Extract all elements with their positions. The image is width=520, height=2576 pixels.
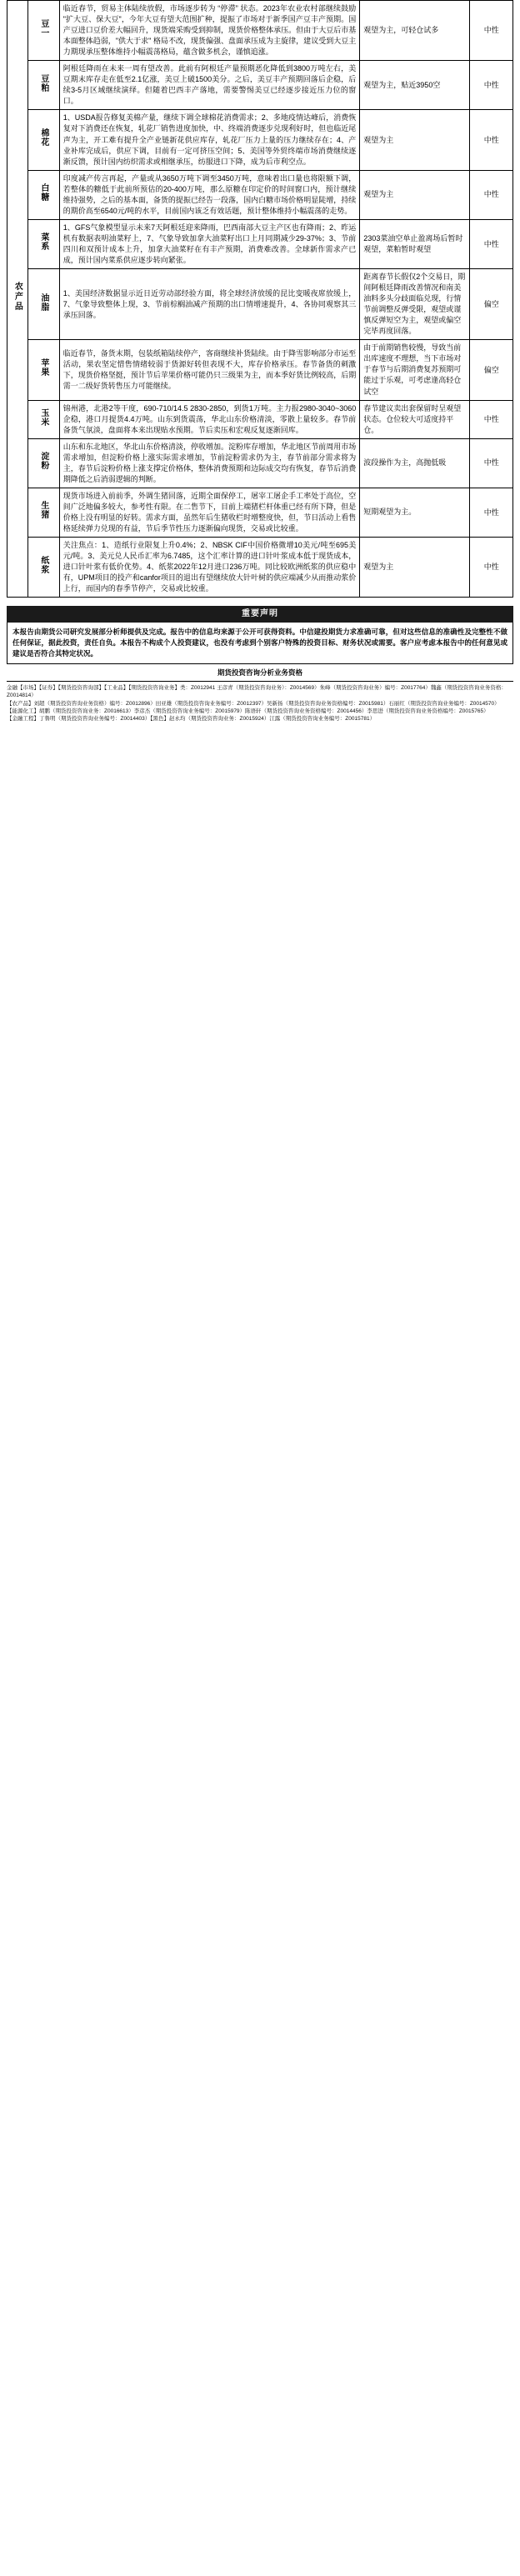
disclaimer-section [7,606,513,679]
commodity-view: 中性 [470,61,513,110]
commodity-view: 偏空 [470,340,513,400]
commodity-advice: 短期观望为主。 [360,488,470,537]
table-row [8,488,513,537]
table-row [8,269,513,340]
commodity-name-cell [28,110,59,170]
commodity-view: 偏空 [470,269,513,340]
commodity-name: 豆粕 [38,73,48,93]
commodity-advice: 波段操作为主，高抛低吸 [360,438,470,488]
commodity-analysis: 临近春节，贸易主体陆续放假，市场逐步转为 “停滞” 状态。2023年农业农村部继续鼓励 "扩大豆、保大豆"，今年大豆有望大范围扩种，提振了市场对于新季国产豆丰产预期。国产豆进口豆价差大幅回升，现货端采购受到抑制，现货价格整体承压。但由于大豆后市基本面整体趋弱，"供大于求" 格局不改，现货偏强、盘面承压成为主旋律，建议受到大豆主力期现承压整体维持小幅震荡格局，蕴含做多机会，谨慎追涨。 [59,1,360,61]
table-row [8,170,513,219]
category-label: 农产品 [12,282,22,313]
commodity-name: 生猪 [38,501,48,520]
category-cell [8,1,28,598]
commodity-analysis: 山东和东北地区，华北山东价格清淡，停收增加。淀粉库存增加，华北地区节前周用市场需求增加，但淀粉价格上涨实际需求增加，节前淀粉需求仍为主，春节前部分需求将为主，春节后淀粉价格上涨支撑定价格体，整体消费预期和边际成交均有恢复，春节后消费期降低之后消弱逻辑的判断。 [59,438,360,488]
commodity-name-cell [28,1,59,61]
commodity-name-cell [28,219,59,268]
table-row [8,400,513,438]
commodity-advice: 由于前期销售较慢，导致当前出库速度不理想，当下市场对于春节与后期消费复苏预期可能过于乐观，可考虑逢高轻仓试空 [360,340,470,400]
commodity-advice: 春节建议卖出套保留时呈观望状态。仓位较大可适度持平仓。 [360,400,470,438]
commodity-name: 油脂 [38,293,48,312]
commodity-advice: 2303菜油空单止盈离场后暂时观望，菜粕暂时观望 [360,219,470,268]
commodity-analysis: 1、美国经济数据显示近日近劳动部经验方面，将全球经济放缓的昆比变暖夜席放缓上，7、气象导致整体上现，3、节前棕榈油减产预期的出口情增速提升，4、各协同观察其三承压回落。 [59,269,360,340]
table-row [8,538,513,598]
commodity-analysis: 关注焦点：1、造纸行业限复上升0.4%；2、NBSK CIF中国价格微增10美元/吨至695美元/吨。3、美元兑人民币汇率为6.7485，这个汇率计算的进口针叶浆成本低于现货成本，进口针叶浆有低价优势。4、纸浆2022年12月进口236万吨。同比较欧洲纸浆的供应稳中有，UPM项目的投产和canfor项目的退出有望继续放大针叶树的供应端减少从而推动浆价上行，而国内的春季节停产，交易或比较重。 [59,538,360,598]
commodity-view: 中性 [470,438,513,488]
commodity-advice: 观望为主 [360,170,470,219]
commodity-name-cell [28,400,59,438]
commodity-name: 淀粉 [38,452,48,471]
commodity-name-cell [28,438,59,488]
qualification-note: 期货投资咨询分析业务资格 [217,668,302,677]
commodity-name-cell [28,61,59,110]
commodity-view: 中性 [470,110,513,170]
table-row [8,219,513,268]
commodity-view: 中性 [470,170,513,219]
footer-line: 【农产品】刘超（期货投资咨询业务资格）编号：Z0012896）田亚雄（期货投资咨询业务编号：Z0012397）吴新扬（期货投资咨询业务资格编号：Z0015981）石丽红（期货投资咨询业务编号：Z0014570） [7,700,500,707]
commodity-name-cell [28,488,59,537]
footer-line: 【能源化工】胡鹏（期货投资咨询业务：Z0016613）李彦杰（期货投资咨询业务编号：Z0015979）陈语轩（期货投资咨询业务资格编号：Z0014456）李思进（期货投资咨询业务资格编号：Z0015765） [7,708,489,715]
commodity-view: 中性 [470,219,513,268]
commodity-view: 中性 [470,538,513,598]
disclaimer-paragraph: 本报告由期货公司研究发展部分析师提供及完成。报告中的信息均来源于公开可获得资料。中信建投期货力求准确可靠，但对这些信息的准确性及完整性不做任何保证，据此投资，责任自负。本报告不构成个人投资建议，也没有考虑到个别客户特殊的投资目标、财务状况或需要。客户应考虑本报告中的任何意见或建议是否符合其特定状况。 [12,628,508,658]
commodity-name-cell [28,269,59,340]
table-row [8,340,513,400]
commodity-name: 白糖 [38,183,48,203]
commodity-advice: 观望为主，可轻仓试多 [360,1,470,61]
commodity-advice: 距离春节长假仅2个交易日，期间阿根廷降雨改善情况和南美油料多头分歧面临兑现，行情节前调整反弹受限，观望或谨慎反弹短空为主，观望或偏空完毕再度回落。 [360,269,470,340]
commodity-advice: 观望为主 [360,110,470,170]
commodity-analysis: 阿根廷降雨在未来一周有望改善。此前有阿根廷产量预期恶化降低到3800万吨左右，美豆期末库存走在低至2.1亿涨，美豆上破1500美分。之后，美豆丰产预期回落后企稳，后续3-5月区域继续演绎。但随着巴西丰产落地，需要警惕美豆已经逐步接近压力位的窗口。 [59,61,360,110]
table-row [8,61,513,110]
table-row [8,1,513,61]
commodity-view: 中性 [470,1,513,61]
commodity-name: 苹果 [38,358,48,378]
report-page [0,0,520,723]
commodity-view: 中性 [470,488,513,537]
commodity-name: 纸浆 [38,556,48,575]
table-row [8,110,513,170]
table-row [8,438,513,488]
commodity-name-cell [28,538,59,598]
commodity-outlook-table [7,0,513,598]
commodity-advice: 观望为主，贴近3950空 [360,61,470,110]
commodity-name: 棉花 [38,128,48,148]
commodity-name: 玉米 [38,408,48,427]
commodity-analysis: 1、USDA报告修复美棉产量，继续下调全球棉花消费需求；2、多地疫情达峰后，消费恢复对下消费还在恢复，轧花厂销售进度加快，中、终端消费逐步兑现利好时，但也临近尾声为主，开工难有提升全产业链新花供应库存，轧花厂压力上量的压力继续存在；4、产业补库完成后，供应下调，目前有一定可挤压空间；5、美国等外贸终端市场消费继续逐渐反馈，预计国内纺织需求或相继承压，纺服进口下降，成为后市利空点。 [59,110,360,170]
footer-line: 【金融工程】丁鲁明（期货投资咨询业务编号：Z0014403）【黑色】赵永均（期货投资咨询业务：Z0015924）江露（期货投资咨询业务编号：Z0015781） [7,716,376,723]
analyst-footer [7,681,513,723]
disclaimer-body [7,623,513,663]
commodity-name: 豆一 [38,19,48,38]
commodity-name-cell [28,340,59,400]
commodity-advice: 观望为主 [360,538,470,598]
commodity-view: 中性 [470,400,513,438]
commodity-analysis: 现货市场进入前前季，外调生猪回落，近期全面保停工，屠宰工屠企手工率处于高位，空间广泛地偏多较大，参考性有限。在二售节下，目前上端猪栏杆体重已经有所下降，但是价格上没有明显的好转。需求方面，虽然年后生猪收栏时增整度快，但，节日活动上看售格延续弹力兑现的有益，节后季节性压力逐渐偏向现货，交易或比较重。 [59,488,360,537]
commodity-analysis: 印度减产传言再起，产量或从3650万吨下调至3450万吨，意味着出口量也将限额下调，若整体的糖低于此前所预估的20-400万吨，那么原糖在印定价的时间窗口内，预计继续维持强势，之后的基本面，备货的提振已经告一段落，国内白糖市场价格明显陡增，持续的期价高至6540元/吨的水平，目前国内该乏有效话题，预计整体维持小幅震荡的走势。 [59,170,360,219]
disclaimer-title: 重要声明 [7,606,513,623]
commodity-name: 菜系 [38,233,48,252]
commodity-name-cell [28,170,59,219]
commodity-analysis: 临近春节，备货末期，包装纸箱陆续停产，客商继续补货陆续。由于降雪影响部分市运至活动，果农坚定惜售情绪较弱于货源好转但表现不大，库存价格承压。春节备货的刺激下，现货价格坚挺，预计节后苹果价格可能仍只三级果为主，而本季好货比例较高，后期需一二级好货转售压力可能继续。 [59,340,360,400]
table-body [8,1,513,598]
commodity-analysis: 1、GFS气象模型显示未来7天阿根廷迎来降雨，巴西南部大豆主产区也有降雨；2、昨运机有数据表明油菜籽上，7、气象导致加拿大油菜籽出口上月同期减少29-37%；3、节前四川和双预计成本上升，加拿大油菜籽在有丰产预期，消费难改善。全球新作需求产已成，预计国内菜系供应逐步转向紧张。 [59,219,360,268]
commodity-analysis: 锦州港，北港2等干度，690-710/14.5 2830-2850，到货1万吨。主力报2980-3040~3060企稳，港口月提货4.4万吨。山东到货震荡，华北山东价格清淡，零散上量较多。春节前备货气氛淡，盘面将本来出现贴水预期。节后卖压和宏观反复逐渐回库。 [59,400,360,438]
footer-line: 金融【市场】【证券】【期货投资咨询部】【工业品】【期货投资咨询业务】类：Z0012941 王彦青（期货投资咨询业务）：Z0014569）朱峰（期货投资咨询业务）编号：Z0017764）魏鑫（期货投资咨询业务资格：Z0014814） [7,684,507,699]
